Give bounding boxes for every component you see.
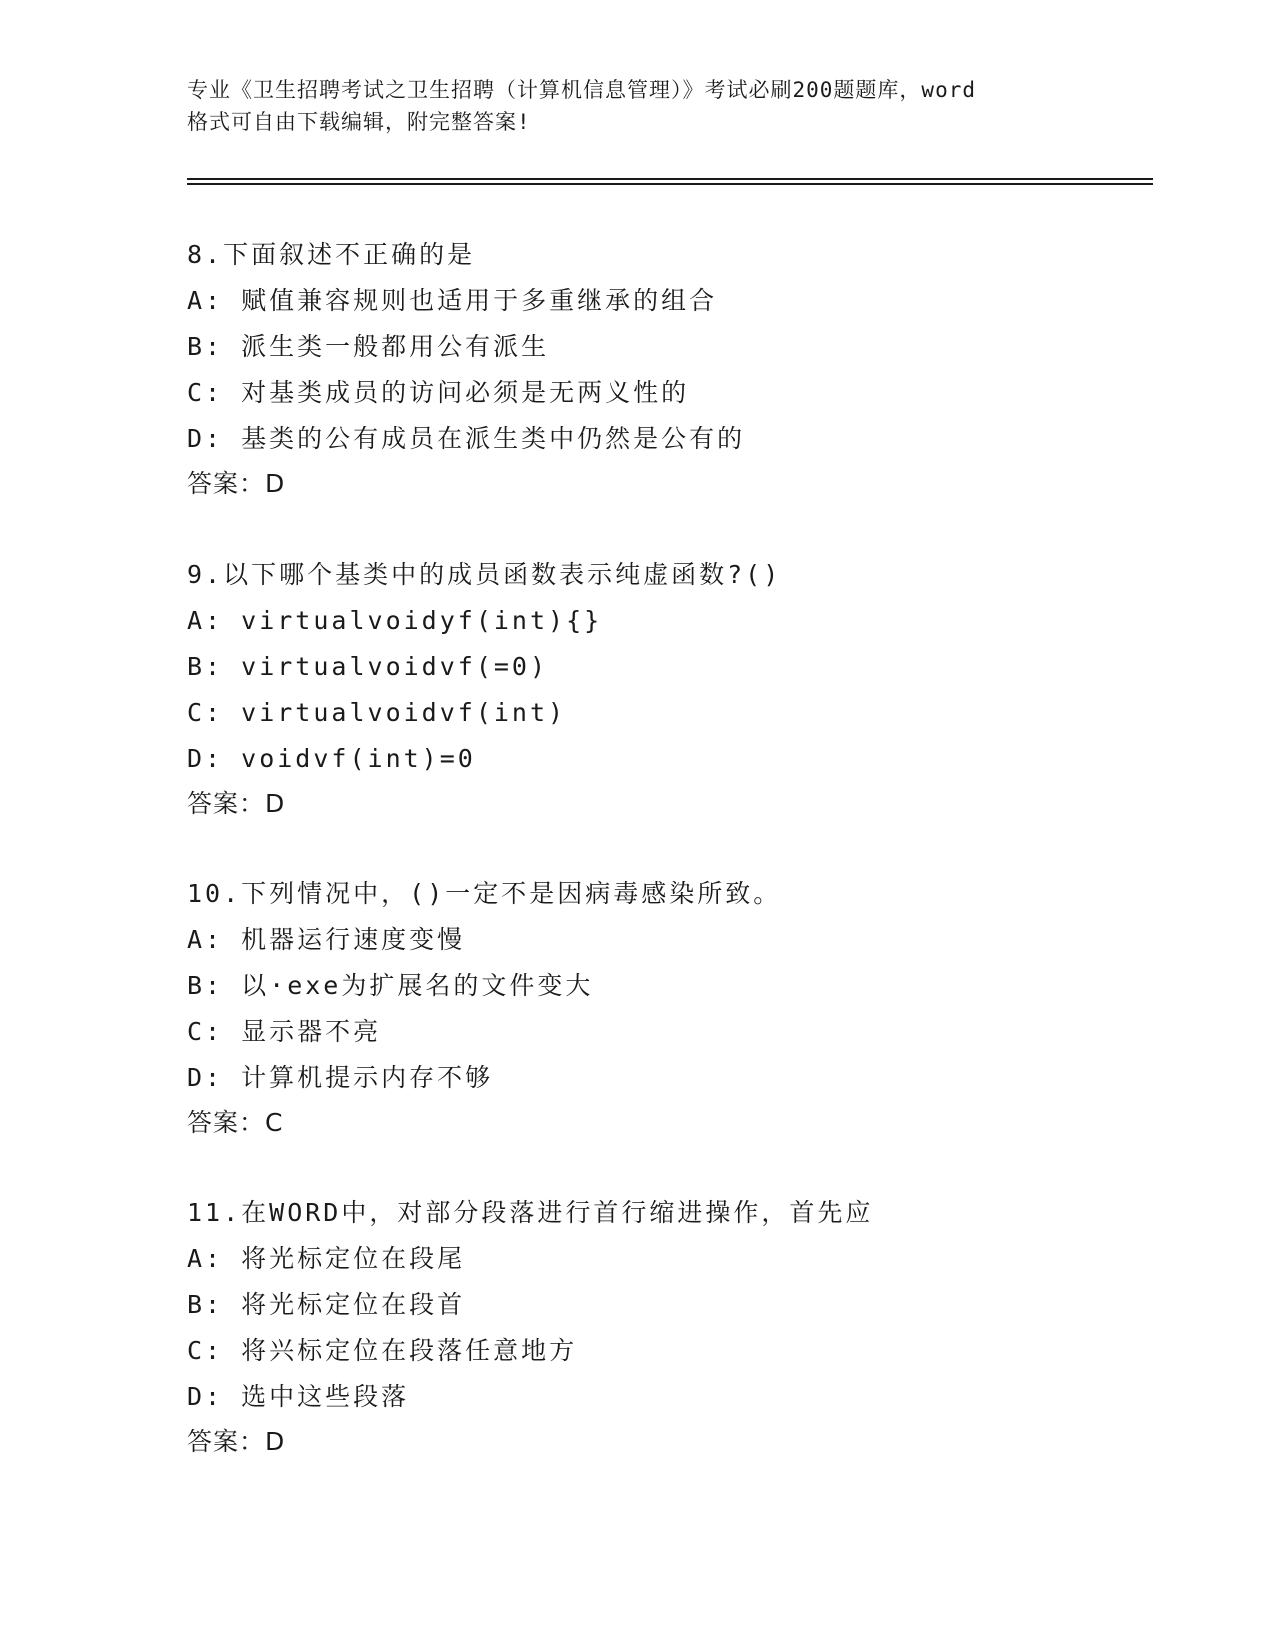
option-b: B: 派生类一般都用公有派生: [187, 332, 550, 361]
question-stem: 8.下面叙述不正确的是: [187, 240, 476, 269]
question-item: [187, 232, 1167, 506]
question-stem: 9.以下哪个基类中的成员函数表示纯虚函数?(): [187, 560, 782, 589]
option-b: B: 将光标定位在段首: [187, 1290, 466, 1319]
option-c: C: 将兴标定位在段落任意地方: [187, 1336, 578, 1365]
option-d: D: voidvf(int)=0: [187, 744, 476, 773]
question-item: [187, 1190, 1167, 1464]
option-c: C: 显示器不亮: [187, 1017, 382, 1046]
answer-line: 答案：C: [187, 1108, 284, 1137]
option-a: A: 将光标定位在段尾: [187, 1244, 466, 1273]
option-d: D: 计算机提示内存不够: [187, 1063, 494, 1092]
question-item: [187, 552, 1167, 826]
header-line-1: 专业《卫生招聘考试之卫生招聘（计算机信息管理）》考试必刷200题题库，word: [187, 78, 976, 102]
question-stem: 10.下列情况中，()一定不是因病毒感染所致。: [187, 879, 782, 908]
option-c: C: 对基类成员的访问必须是无两义性的: [187, 378, 690, 407]
option-d: D: 选中这些段落: [187, 1382, 410, 1411]
option-b: B: 以·exe为扩展名的文件变大: [187, 971, 594, 1000]
option-b: B: virtualvoidvf(=0): [187, 652, 549, 681]
answer-line: 答案：D: [187, 469, 286, 498]
option-a: A: 赋值兼容规则也适用于多重继承的组合: [187, 286, 718, 315]
option-a: A: 机器运行速度变慢: [187, 925, 466, 954]
option-d: D: 基类的公有成员在派生类中仍然是公有的: [187, 424, 746, 453]
option-a: A: virtualvoidyf(int){}: [187, 606, 603, 635]
header-divider-top: [187, 178, 1153, 180]
answer-line: 答案：D: [187, 1427, 286, 1456]
header-divider-bottom: [187, 183, 1153, 185]
option-c: C: virtualvoidvf(int): [187, 698, 567, 727]
question-item: [187, 871, 1167, 1145]
question-stem: 11.在WORD中，对部分段落进行首行缩进操作，首先应: [187, 1198, 874, 1227]
answer-line: 答案：D: [187, 789, 286, 818]
document-header: [187, 74, 1087, 138]
header-line-2: 格式可自由下载编辑，附完整答案!: [187, 110, 531, 134]
